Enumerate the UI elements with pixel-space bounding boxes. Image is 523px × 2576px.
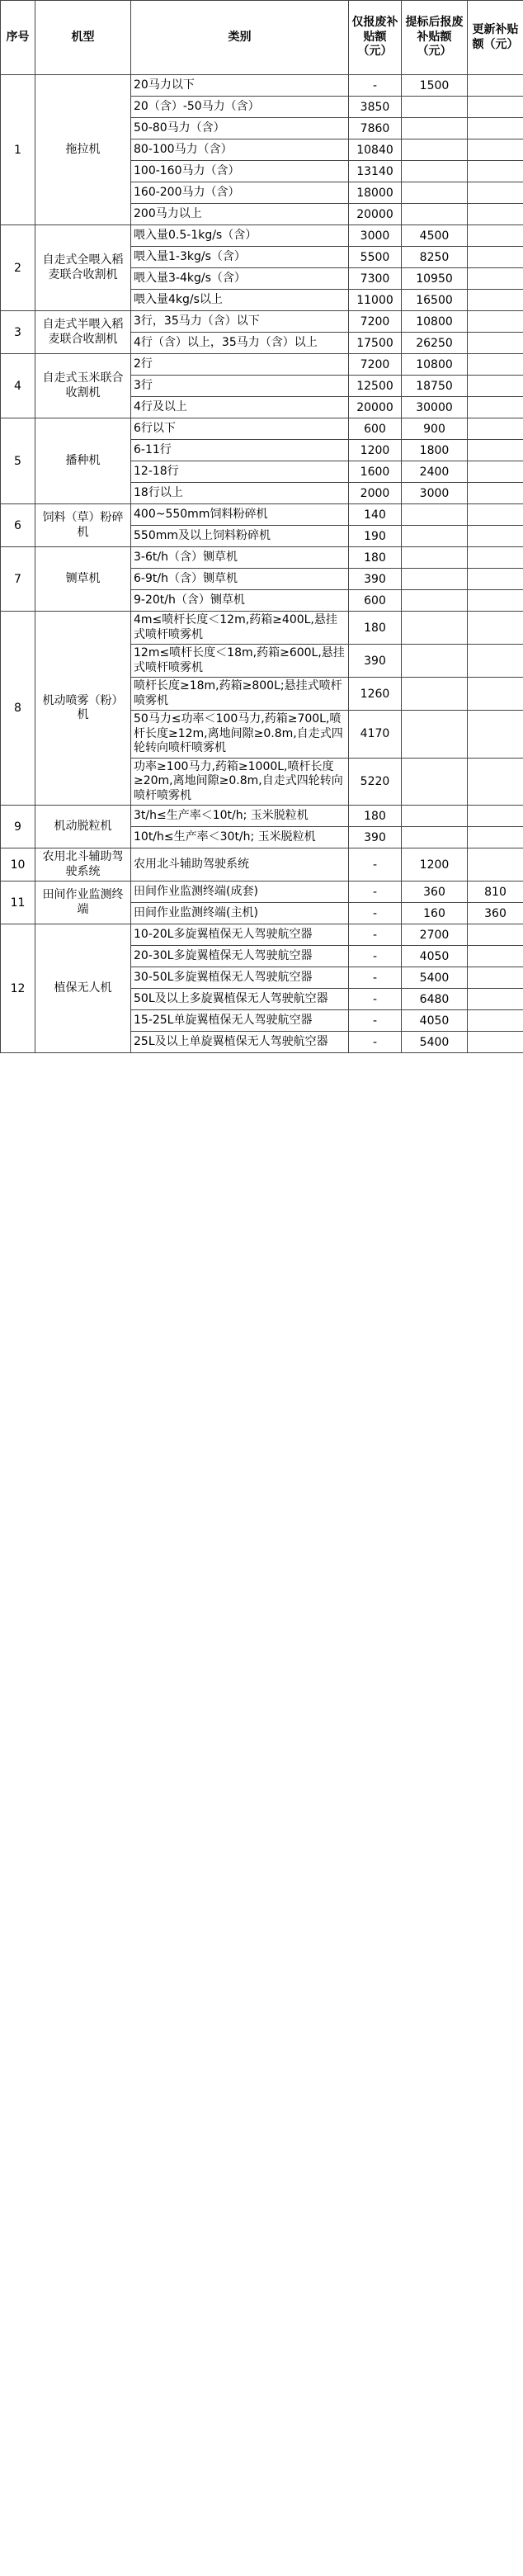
cell-category: 9-20t/h（含）铡草机 [131,590,349,612]
table-row [1,504,523,526]
cell-machine: 拖拉机 [35,75,131,225]
cell-subsidy: 20000 [349,204,402,225]
cell-subsidy: 180 [349,612,402,645]
cell-no: 1 [1,75,35,225]
cell-category: 3行 [131,376,349,397]
cell-raised: 3000 [402,483,468,504]
cell-raised [402,182,468,204]
subsidy-table [0,0,523,1053]
cell-raised [402,526,468,547]
cell-subsidy: 390 [349,569,402,590]
cell-subsidy: 1200 [349,440,402,461]
cell-raised [402,139,468,161]
cell-updated [468,418,523,440]
cell-no: 11 [1,882,35,924]
cell-no: 4 [1,354,35,418]
header-machine: 机型 [35,1,131,75]
cell-subsidy: - [349,848,402,882]
cell-updated [468,397,523,418]
cell-category: 4行（含）以上，35马力（含）以上 [131,333,349,354]
cell-raised [402,806,468,827]
cell-raised [402,758,468,806]
cell-category: 6-11行 [131,440,349,461]
cell-subsidy: - [349,75,402,97]
cell-subsidy: 12500 [349,376,402,397]
cell-machine: 植保无人机 [35,924,131,1053]
cell-raised: 160 [402,903,468,924]
cell-category: 喷杆长度≥18m,药箱≥800L;悬挂式喷杆喷雾机 [131,678,349,711]
cell-raised: 4500 [402,225,468,247]
cell-updated [468,268,523,290]
table-row [1,806,523,827]
cell-raised [402,204,468,225]
header-category: 类别 [131,1,349,75]
cell-updated [468,97,523,118]
cell-subsidy: 7200 [349,311,402,333]
cell-category: 20马力以下 [131,75,349,97]
cell-raised: 5400 [402,1032,468,1053]
cell-category: 10t/h≤生产率＜30t/h; 玉米脱粒机 [131,827,349,848]
cell-subsidy: 1600 [349,461,402,483]
cell-updated [468,547,523,569]
cell-subsidy: 13140 [349,161,402,182]
cell-raised [402,645,468,678]
cell-category: 20（含）-50马力（含） [131,97,349,118]
cell-updated [468,989,523,1010]
cell-category: 6-9t/h（含）铡草机 [131,569,349,590]
header-no: 序号 [1,1,35,75]
cell-subsidy: - [349,924,402,946]
cell-no: 12 [1,924,35,1053]
cell-updated [468,333,523,354]
cell-raised [402,590,468,612]
cell-subsidy: 180 [349,806,402,827]
cell-subsidy: - [349,989,402,1010]
cell-category: 4m≤喷杆长度＜12m,药箱≥400L,悬挂式喷杆喷雾机 [131,612,349,645]
cell-no: 8 [1,612,35,806]
cell-raised: 1500 [402,75,468,97]
cell-subsidy: 190 [349,526,402,547]
cell-updated: 810 [468,882,523,903]
cell-raised: 1200 [402,848,468,882]
cell-machine: 铡草机 [35,547,131,612]
cell-subsidy: 20000 [349,397,402,418]
cell-updated [468,645,523,678]
cell-subsidy: 10840 [349,139,402,161]
cell-category: 3行，35马力（含）以下 [131,311,349,333]
cell-no: 5 [1,418,35,504]
cell-subsidy: - [349,882,402,903]
cell-updated [468,758,523,806]
cell-subsidy: 3000 [349,225,402,247]
cell-category: 50-80马力（含） [131,118,349,139]
cell-category: 400~550mm饲料粉碎机 [131,504,349,526]
cell-no: 6 [1,504,35,547]
header-updated: 更新补贴额（元） [468,1,523,75]
cell-subsidy: 3850 [349,97,402,118]
cell-no: 3 [1,311,35,354]
table-row [1,225,523,247]
cell-category: 15-25L单旋翼植保无人驾驶航空器 [131,1010,349,1032]
cell-raised [402,711,468,759]
cell-subsidy: 7300 [349,268,402,290]
cell-machine: 饲料（草）粉碎机 [35,504,131,547]
cell-raised [402,569,468,590]
cell-updated [468,569,523,590]
cell-updated [468,483,523,504]
cell-raised [402,827,468,848]
cell-category: 3t/h≤生产率＜10t/h; 玉米脱粒机 [131,806,349,827]
table-row [1,311,523,333]
cell-machine: 田间作业监测终端 [35,882,131,924]
cell-category: 田间作业监测终端(主机) [131,903,349,924]
cell-raised [402,547,468,569]
cell-category: 12-18行 [131,461,349,483]
cell-updated [468,376,523,397]
cell-category: 田间作业监测终端(成套) [131,882,349,903]
cell-subsidy: 17500 [349,333,402,354]
cell-category: 喂入量4kg/s以上 [131,290,349,311]
cell-subsidy: 600 [349,590,402,612]
cell-subsidy: 5220 [349,758,402,806]
cell-updated [468,290,523,311]
cell-updated [468,354,523,376]
cell-category: 100-160马力（含） [131,161,349,182]
cell-subsidy: 2000 [349,483,402,504]
cell-raised: 16500 [402,290,468,311]
table-row [1,418,523,440]
cell-subsidy: 600 [349,418,402,440]
cell-updated [468,1010,523,1032]
cell-category: 喂入量3-4kg/s（含） [131,268,349,290]
table-row [1,612,523,645]
cell-raised: 10950 [402,268,468,290]
cell-raised [402,504,468,526]
cell-no: 7 [1,547,35,612]
table-row [1,75,523,97]
cell-updated [468,1032,523,1053]
cell-category: 12m≤喷杆长度＜18m,药箱≥600L,悬挂式喷杆喷雾机 [131,645,349,678]
cell-subsidy: 5500 [349,247,402,268]
cell-machine: 播种机 [35,418,131,504]
cell-subsidy: 140 [349,504,402,526]
cell-updated [468,204,523,225]
cell-raised: 4050 [402,946,468,967]
cell-raised: 2700 [402,924,468,946]
cell-subsidy: - [349,903,402,924]
cell-category: 50L及以上多旋翼植保无人驾驶航空器 [131,989,349,1010]
cell-machine: 农用北斗辅助驾驶系统 [35,848,131,882]
cell-raised: 26250 [402,333,468,354]
cell-updated [468,440,523,461]
cell-updated [468,311,523,333]
cell-raised [402,161,468,182]
cell-raised [402,612,468,645]
cell-no: 2 [1,225,35,311]
cell-category: 50马力≤功率＜100马力,药箱≥700L,喷杆长度≥12m,离地间隙≥0.8m,自走式四轮转向喷杆喷雾机 [131,711,349,759]
cell-raised: 10800 [402,354,468,376]
cell-subsidy: 7200 [349,354,402,376]
header-raised: 提标后报废补贴额（元） [402,1,468,75]
header-row [1,1,523,75]
cell-raised: 10800 [402,311,468,333]
cell-raised: 4050 [402,1010,468,1032]
table-row [1,848,523,882]
cell-subsidy: 11000 [349,290,402,311]
cell-subsidy: 180 [349,547,402,569]
cell-category: 20-30L多旋翼植保无人驾驶航空器 [131,946,349,967]
cell-subsidy: - [349,946,402,967]
cell-category: 18行以上 [131,483,349,504]
cell-category: 200马力以上 [131,204,349,225]
cell-category: 喂入量1-3kg/s（含） [131,247,349,268]
cell-raised: 6480 [402,989,468,1010]
cell-updated [468,461,523,483]
cell-updated [468,924,523,946]
table-row [1,924,523,946]
cell-updated [468,711,523,759]
cell-raised: 360 [402,882,468,903]
cell-raised: 8250 [402,247,468,268]
cell-updated [468,806,523,827]
cell-category: 喂入量0.5-1kg/s（含） [131,225,349,247]
cell-machine: 机动喷雾（粉）机 [35,612,131,806]
cell-raised [402,97,468,118]
cell-subsidy: 4170 [349,711,402,759]
cell-updated [468,678,523,711]
cell-raised: 5400 [402,967,468,989]
cell-machine: 机动脱粒机 [35,806,131,848]
table-row [1,547,523,569]
table-row [1,882,523,903]
cell-updated [468,526,523,547]
table-row [1,354,523,376]
cell-raised: 900 [402,418,468,440]
cell-updated [468,161,523,182]
cell-updated [468,247,523,268]
cell-raised: 30000 [402,397,468,418]
cell-category: 功率≥100马力,药箱≥1000L,喷杆长度≥20m,离地间隙≥0.8m,自走式四轮转向喷杆喷雾机 [131,758,349,806]
cell-category: 农用北斗辅助驾驶系统 [131,848,349,882]
cell-raised: 2400 [402,461,468,483]
cell-updated [468,182,523,204]
cell-updated: 360 [468,903,523,924]
cell-updated [468,612,523,645]
cell-category: 30-50L多旋翼植保无人驾驶航空器 [131,967,349,989]
cell-updated [468,139,523,161]
cell-updated [468,504,523,526]
cell-subsidy: - [349,967,402,989]
cell-category: 10-20L多旋翼植保无人驾驶航空器 [131,924,349,946]
cell-category: 550mm及以上饲料粉碎机 [131,526,349,547]
cell-machine: 自走式半喂入稻麦联合收割机 [35,311,131,354]
cell-machine: 自走式玉米联合收割机 [35,354,131,418]
header-subsidy: 仅报废补贴额（元） [349,1,402,75]
cell-subsidy: 7860 [349,118,402,139]
cell-category: 3-6t/h（含）铡草机 [131,547,349,569]
cell-updated [468,590,523,612]
table-body [1,75,523,1053]
cell-category: 2行 [131,354,349,376]
cell-updated [468,118,523,139]
cell-subsidy: - [349,1010,402,1032]
cell-category: 25L及以上单旋翼植保无人驾驶航空器 [131,1032,349,1053]
cell-no: 10 [1,848,35,882]
cell-updated [468,946,523,967]
cell-updated [468,225,523,247]
cell-raised: 18750 [402,376,468,397]
cell-subsidy: 390 [349,827,402,848]
cell-category: 4行及以上 [131,397,349,418]
cell-updated [468,827,523,848]
cell-category: 80-100马力（含） [131,139,349,161]
cell-category: 6行以下 [131,418,349,440]
cell-subsidy: - [349,1032,402,1053]
cell-updated [468,75,523,97]
cell-updated [468,967,523,989]
cell-raised: 1800 [402,440,468,461]
cell-raised [402,678,468,711]
cell-updated [468,848,523,882]
cell-no: 9 [1,806,35,848]
cell-raised [402,118,468,139]
cell-category: 160-200马力（含） [131,182,349,204]
cell-subsidy: 18000 [349,182,402,204]
cell-machine: 自走式全喂入稻麦联合收割机 [35,225,131,311]
cell-subsidy: 390 [349,645,402,678]
cell-subsidy: 1260 [349,678,402,711]
bottom-edge [0,2559,523,2576]
